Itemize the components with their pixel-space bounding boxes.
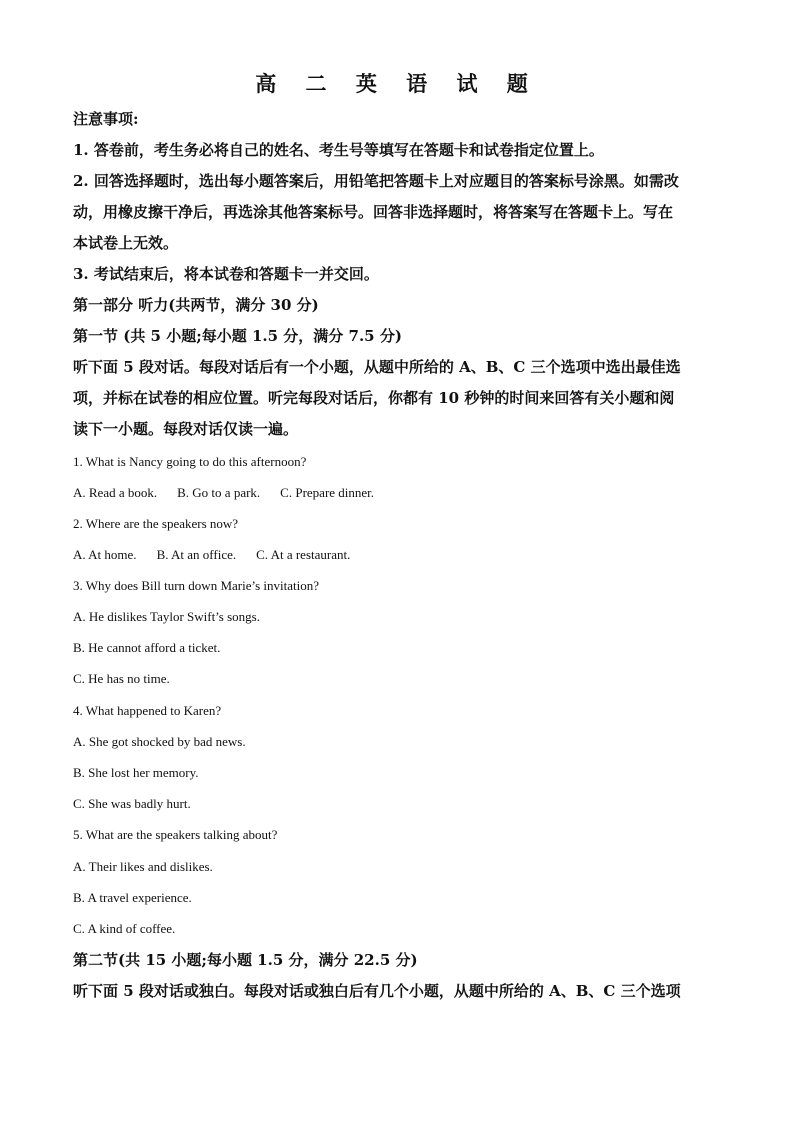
section1-heading: 第一节 (共 5 小题;每小题 1.5 分，满分 7.5 分) [73, 327, 402, 345]
question-2-options [73, 545, 723, 565]
notice-item-2-line-2: 动，用橡皮擦干净后，再选涂其他答案标号。回答非选择题时，将答案写在答题卡上。写在 [73, 203, 674, 221]
section2-heading: 第二节(共 15 小题;每小题 1.5 分，满分 22.5 分) [73, 951, 418, 969]
section2-instruction-line-1: 听下面 5 段对话或独白。每段对话或独白后有几个小题，从题中所给的 A、B、C 三个选项 [73, 982, 681, 1000]
question-3-option-a: A. He dislikes Taylor Swift’s songs. [73, 609, 260, 624]
question-1-options [73, 483, 723, 503]
question-2-option-b: B. At an office. [156, 547, 237, 562]
section1-instruction-line-1: 听下面 5 段对话。每段对话后有一个小题，从题中所给的 A、B、C 三个选项中选出最佳选 [73, 358, 681, 376]
question-4-option-c: C. She was badly hurt. [73, 796, 191, 811]
question-2: 2. Where are the speakers now? [73, 516, 239, 531]
notice-heading: 注意事项: [73, 110, 139, 128]
question-4: 4. What happened to Karen? [73, 703, 222, 718]
question-4-option-a: A. She got shocked by bad news. [73, 734, 246, 749]
question-4-option-b: B. She lost her memory. [73, 765, 199, 780]
section1-instruction-line-2: 项，并标在试卷的相应位置。听完每段对话后，你都有 10 秒钟的时间来回答有关小题和阅 [73, 389, 675, 407]
question-1-option-a: A. Read a book. [73, 485, 158, 500]
section1-instruction-line-3: 读下一小题。每段对话仅读一遍。 [73, 420, 299, 438]
notice-item-2-line-3: 本试卷上无效。 [73, 234, 179, 252]
question-5-option-c: C. A kind of coffee. [73, 921, 176, 936]
exam-title: 高 二 英 语 试 题 [255, 71, 539, 96]
question-1: 1. What is Nancy going to do this afternoon? [73, 454, 307, 469]
part1-heading: 第一部分 听力(共两节，满分 30 分) [73, 296, 319, 314]
question-1-option-b: B. Go to a park. [177, 485, 261, 500]
question-5-option-b: B. A travel experience. [73, 890, 192, 905]
question-3-option-b: B. He cannot afford a ticket. [73, 640, 221, 655]
question-5: 5. What are the speakers talking about? [73, 827, 278, 842]
question-2-option-c: C. At a restaurant. [256, 547, 351, 562]
question-5-option-a: A. Their likes and dislikes. [73, 859, 213, 874]
question-1-option-c: C. Prepare dinner. [280, 485, 375, 500]
notice-item-3: 3. 考试结束后，将本试卷和答题卡一并交回。 [73, 265, 379, 283]
notice-item-1: 1. 答卷前，考生务必将自己的姓名、考生号等填写在答题卡和试卷指定位置上。 [73, 141, 604, 159]
notice-item-2-line-1: 2. 回答选择题时，选出每小题答案后，用铅笔把答题卡上对应题目的答案标号涂黑。如需改 [73, 172, 679, 190]
question-2-option-a: A. At home. [73, 547, 137, 562]
question-3: 3. Why does Bill turn down Marie’s invitation? [73, 578, 320, 593]
question-3-option-c: C. He has no time. [73, 671, 170, 686]
